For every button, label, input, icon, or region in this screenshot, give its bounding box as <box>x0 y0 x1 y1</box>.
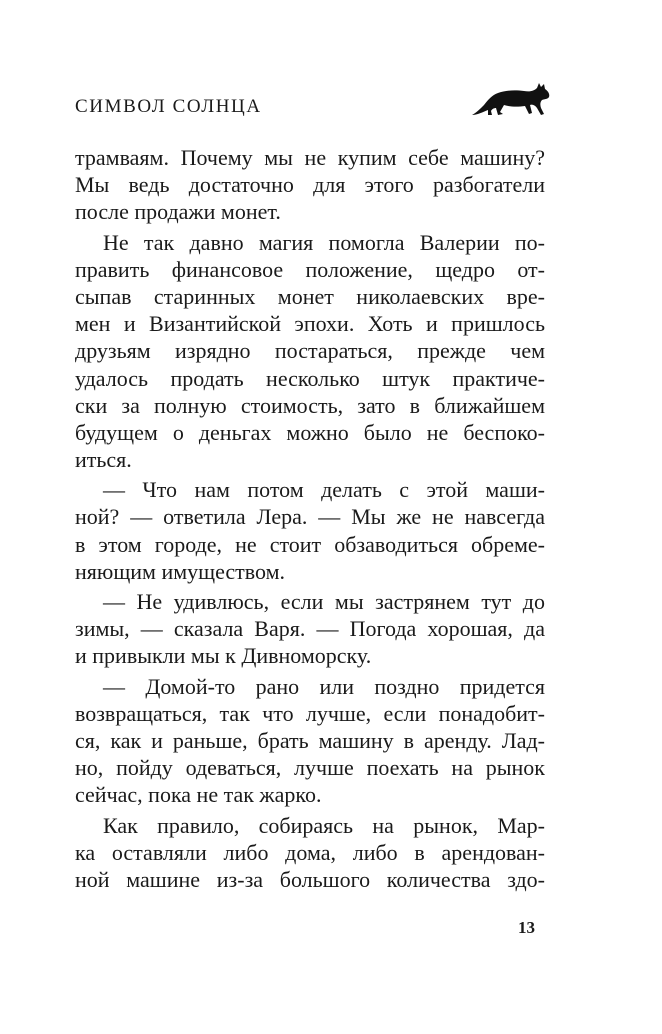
text-line: иться. <box>75 447 132 473</box>
black-cat-icon <box>470 78 552 120</box>
text-line: Не так давно магия помогла Валерии по- <box>103 229 545 255</box>
paragraph <box>75 588 545 670</box>
text-line: ной машине из-за большого количества здо- <box>75 866 545 892</box>
body-text <box>75 144 545 893</box>
text-line: трамваям. Почему мы не купим себе машину? <box>75 145 545 170</box>
text-line: возвращаться, так что лучше, если понадобит- <box>75 700 545 726</box>
text-line: после продажи монет. <box>75 199 281 225</box>
text-line: сыпав старинных монет николаевских вре- <box>75 283 545 309</box>
text-line: удалось продать несколько штук практиче- <box>75 365 545 391</box>
text-line: зимы, — сказала Варя. — Погода хорошая, да <box>75 616 545 642</box>
text-line: править финансовое положение, щедро от- <box>75 256 545 282</box>
text-line: ка оставляли либо дома, либо в арендован- <box>75 839 545 865</box>
text-line: ся, как и раньше, брать машину в аренду. Лад- <box>75 727 545 753</box>
text-line: — Что нам потом делать с этой маши- <box>103 477 545 503</box>
text-line: Как правило, собираясь на рынок, Мар- <box>103 812 545 838</box>
paragraph <box>75 229 545 474</box>
text-line: но, пойду одеваться, лучше поехать на рынок <box>75 755 545 781</box>
text-line: ски за полную стоимость, зато в ближайшем <box>75 392 545 418</box>
text-line: мен и Византийской эпохи. Хоть и пришлось <box>75 311 545 337</box>
paragraph <box>75 812 545 894</box>
text-line: друзьям изрядно постараться, прежде чем <box>75 338 545 364</box>
text-line: — Не удивлюсь, если мы застрянем тут до <box>103 589 545 614</box>
text-line: в этом городе, не стоит обзаводиться обреме- <box>75 531 545 557</box>
text-line: сейчас, пока не так жарко. <box>75 782 322 808</box>
paragraph <box>75 144 545 226</box>
text-line: Мы ведь достаточно для этого разбогатели <box>75 172 545 198</box>
paragraph <box>75 673 545 809</box>
paragraph <box>75 476 545 585</box>
text-line: — Домой-то рано или поздно придется <box>103 673 545 699</box>
text-line: будущем о деньгах можно было не беспоко- <box>75 419 545 445</box>
page-number: 13 <box>518 918 535 937</box>
text-line: и привыкли мы к Дивноморску. <box>75 643 372 669</box>
running-title: СИМВОЛ СОЛНЦА <box>75 96 262 117</box>
text-line: ной? — ответила Лера. — Мы же не навсегда <box>75 504 545 530</box>
text-line: няющим имуществом. <box>75 558 286 584</box>
